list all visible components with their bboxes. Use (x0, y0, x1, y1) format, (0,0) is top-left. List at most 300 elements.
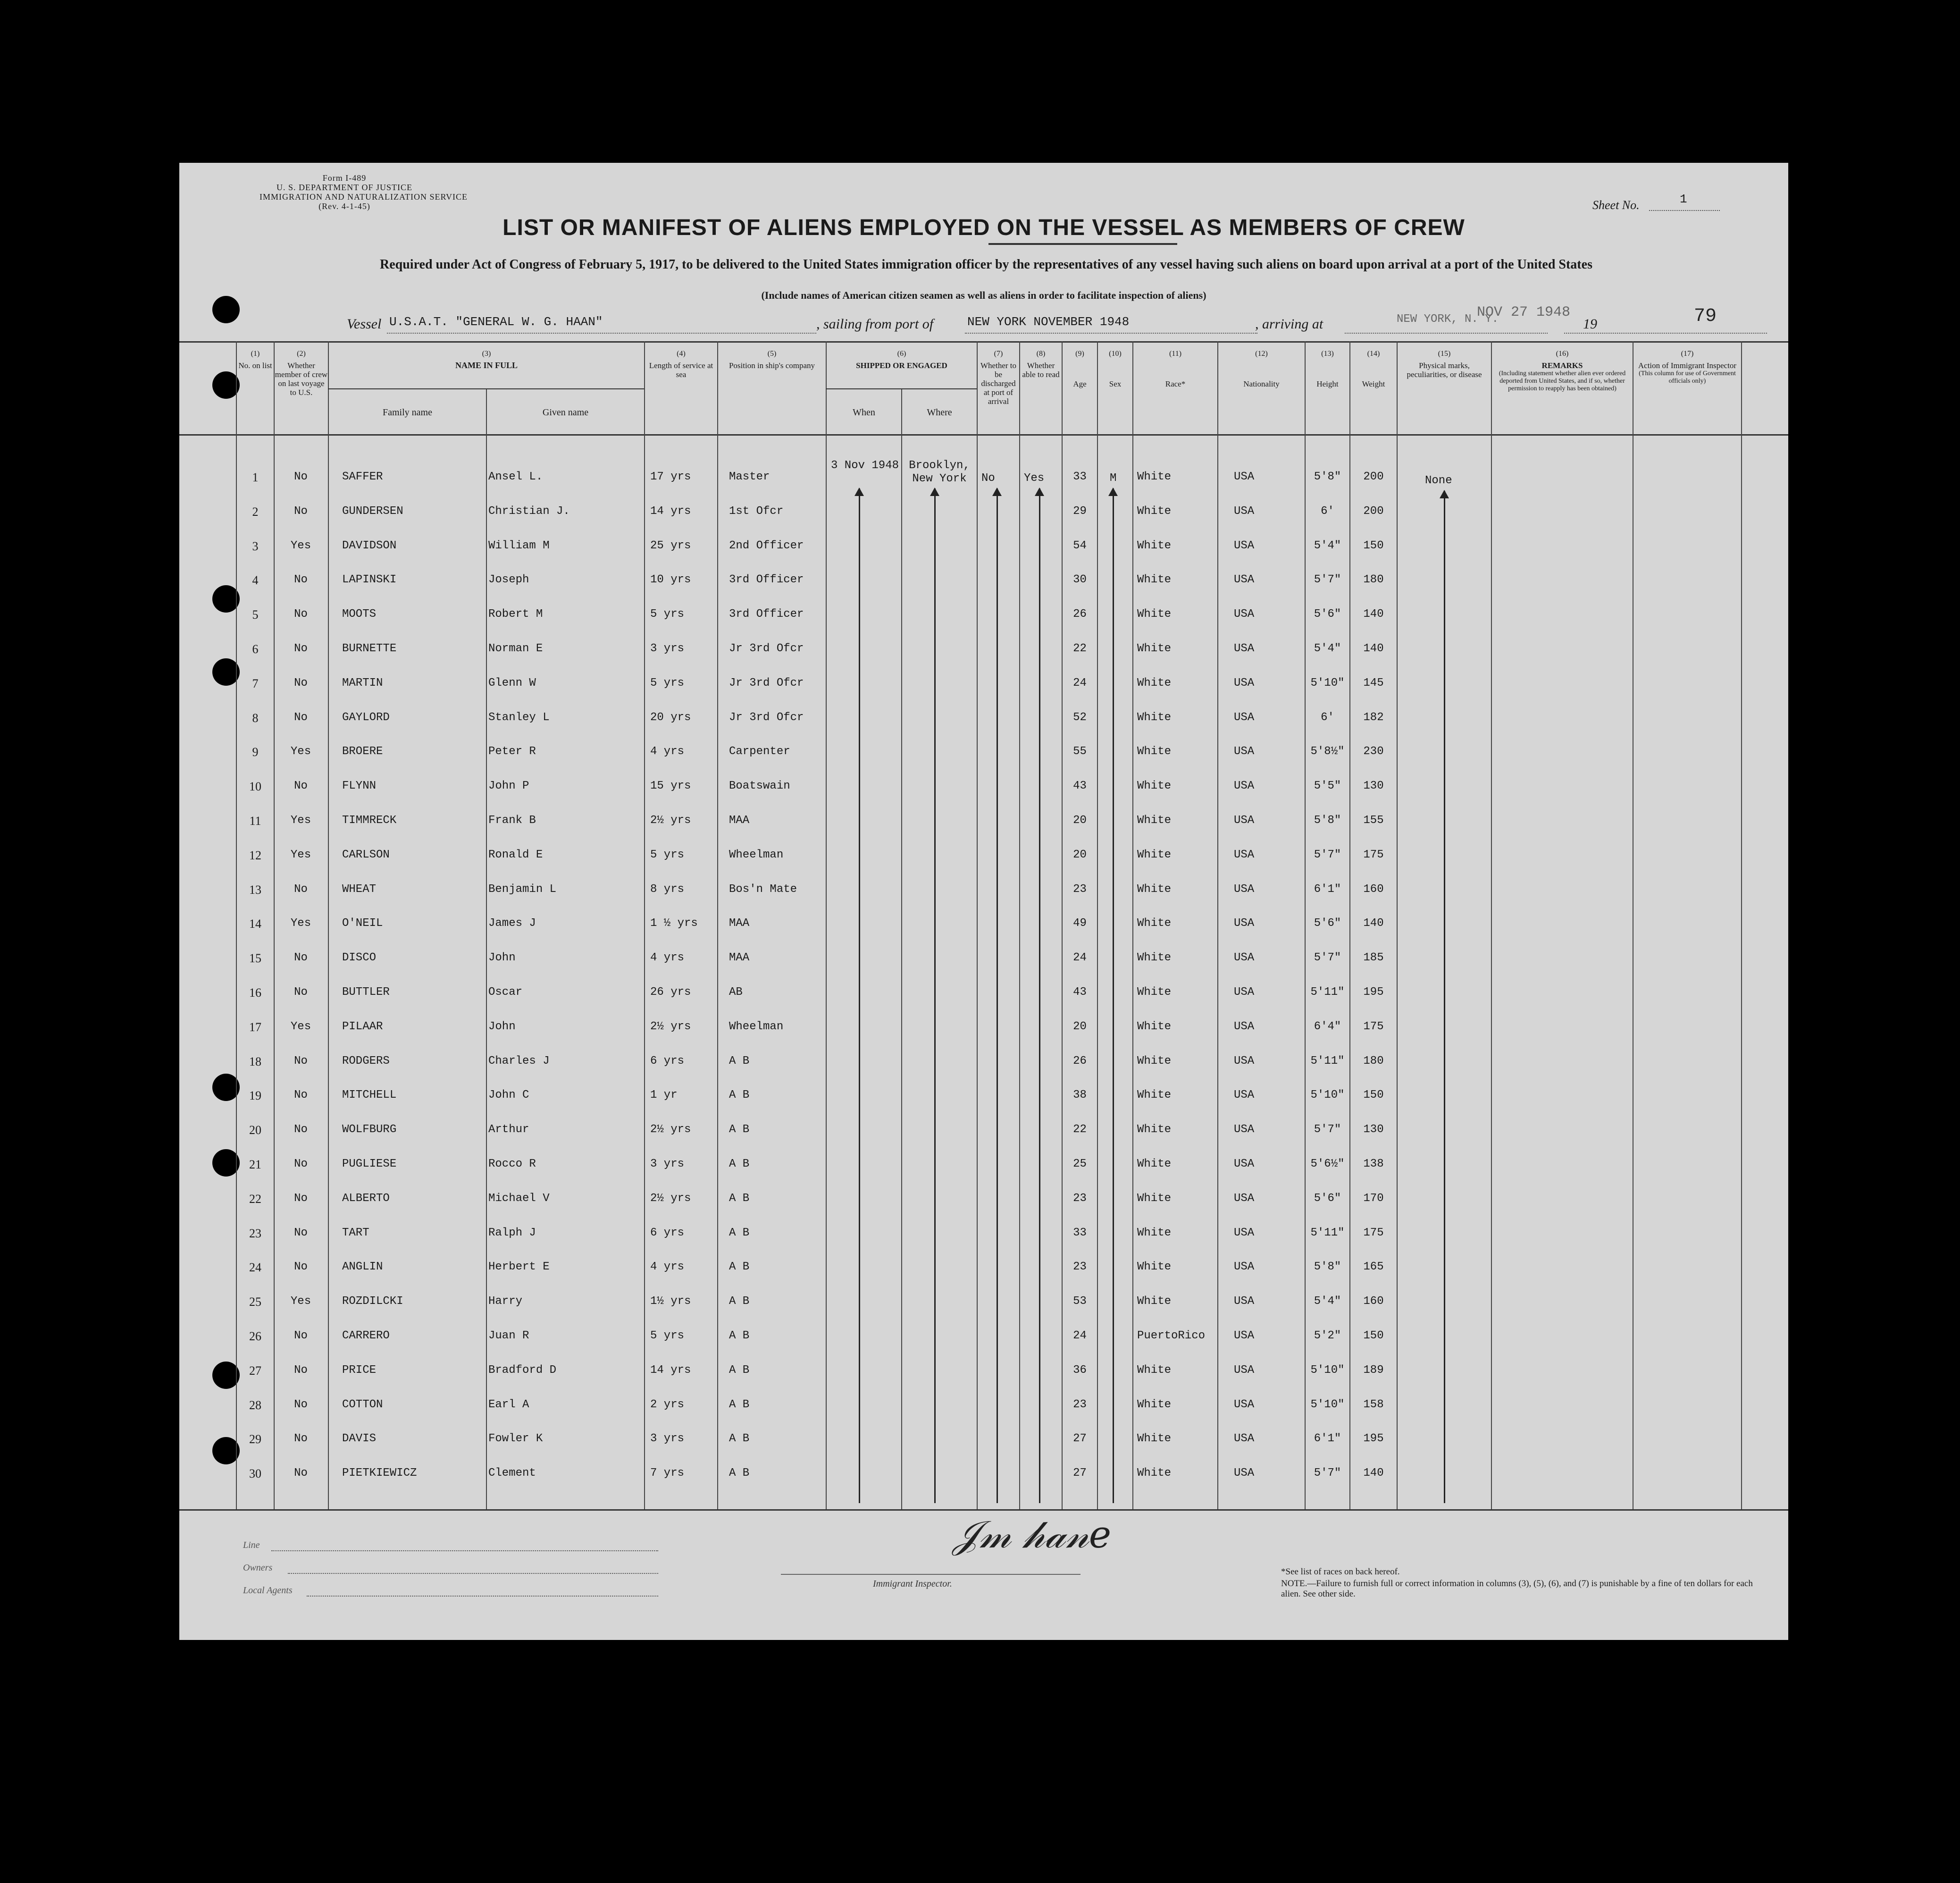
race: White (1137, 951, 1172, 965)
race: White (1137, 848, 1172, 861)
row-number: 21 (249, 1158, 261, 1171)
given-name: Ralph J (488, 1226, 536, 1239)
age: 29 (1073, 504, 1087, 518)
race: White (1137, 1261, 1172, 1274)
sailing-port: NEW YORK NOVEMBER 1948 (967, 315, 1130, 329)
height: 5'8" (1314, 1261, 1341, 1274)
given-name: Earl A (488, 1398, 529, 1411)
last-voyage: Yes (290, 1295, 311, 1308)
able-to-read-value: Yes (1024, 472, 1045, 485)
header-race: (11) Race* (1165, 350, 1186, 388)
last-voyage: Yes (290, 745, 311, 758)
row-number: 3 (252, 539, 259, 553)
given-name: Fowler K (488, 1432, 543, 1446)
row-number: 20 (249, 1123, 261, 1137)
vessel-label: Vessel (347, 316, 382, 332)
race-note: *See list of races on back hereof. (1281, 1567, 1400, 1577)
row-number: 26 (249, 1329, 261, 1343)
given-name: Joseph (488, 573, 529, 587)
header-sex: (10) Sex (1109, 350, 1122, 388)
family-name: ANGLIN (342, 1261, 383, 1274)
race: White (1137, 608, 1172, 621)
last-voyage: Yes (290, 1020, 311, 1033)
row-number: 18 (249, 1054, 261, 1068)
last-voyage: No (294, 1467, 308, 1480)
weight: 185 (1363, 951, 1384, 965)
position: A B (729, 1192, 750, 1205)
race: White (1137, 917, 1172, 930)
subtitle: Required under Act of Congress of February 5, 1917, to be delivered to the United States immigration officer by the representatives of any vessel having such aliens on board upon arrival at a port of the United States (380, 257, 1592, 272)
given-name: John C (488, 1089, 529, 1102)
length-of-service: 6 yrs (650, 1054, 685, 1068)
row-number: 27 (249, 1363, 261, 1378)
given-name: John P (488, 780, 529, 793)
family-name: TIMMRECK (342, 814, 397, 827)
position: A B (729, 1261, 750, 1274)
length-of-service: 5 yrs (650, 608, 685, 621)
weight: 160 (1363, 1295, 1384, 1308)
weight: 175 (1363, 1020, 1384, 1033)
weight: 230 (1363, 745, 1384, 758)
length-of-service: 6 yrs (650, 1226, 685, 1239)
given-name: Robert M (488, 608, 543, 621)
family-name: BUTTLER (342, 986, 390, 999)
nationality: USA (1234, 642, 1255, 655)
family-name: GUNDERSEN (342, 504, 403, 518)
age: 26 (1073, 1054, 1087, 1068)
given-name: Juan R (488, 1329, 529, 1342)
age: 24 (1073, 951, 1087, 965)
length-of-service: 8 yrs (650, 883, 685, 896)
length-of-service: 20 yrs (650, 711, 691, 724)
last-voyage: No (294, 1226, 308, 1239)
row-number: 8 (252, 711, 259, 725)
family-name: ROZDILCKI (342, 1295, 403, 1308)
position: 2nd Officer (729, 539, 804, 552)
family-name: PILAAR (342, 1020, 383, 1033)
family-name: MARTIN (342, 676, 383, 689)
family-name: COTTON (342, 1398, 383, 1411)
row-number: 13 (249, 883, 261, 897)
nationality: USA (1234, 1363, 1255, 1377)
age: 43 (1073, 780, 1087, 793)
given-name: Arthur (488, 1123, 529, 1136)
service: IMMIGRATION AND NATURALIZATION SERVICE (260, 192, 468, 202)
position: Wheelman (729, 1020, 784, 1033)
age: 20 (1073, 814, 1087, 827)
race: White (1137, 1054, 1172, 1068)
row-number: 17 (249, 1020, 261, 1034)
header-age: (9) Age (1073, 350, 1087, 388)
height: 6'1" (1314, 1432, 1341, 1446)
given-name: Oscar (488, 986, 523, 999)
race: White (1137, 986, 1172, 999)
height: 5'8" (1314, 471, 1341, 483)
last-voyage: Yes (290, 814, 311, 827)
given-name: Christian J. (488, 504, 570, 518)
header-nationality: (12) Nationality (1243, 350, 1280, 388)
last-voyage: No (294, 1089, 308, 1102)
length-of-service: 3 yrs (650, 1158, 685, 1170)
race: White (1137, 676, 1172, 689)
position: Carpenter (729, 745, 790, 758)
row-number: 1 (252, 471, 259, 484)
race: White (1137, 642, 1172, 655)
nationality: USA (1234, 1329, 1255, 1342)
family-name: TART (342, 1226, 369, 1239)
given-name: Glenn W (488, 676, 536, 689)
position: A B (729, 1089, 750, 1102)
race: White (1137, 1398, 1172, 1411)
subtitle-note: (Include names of American citizen seamen as well as aliens in order to facilitate inspection of aliens) (761, 289, 1206, 301)
age: 52 (1073, 711, 1087, 724)
height: 5'4" (1314, 1295, 1341, 1308)
position: Jr 3rd Ofcr (729, 676, 804, 689)
height: 5'4" (1314, 642, 1341, 655)
nationality: USA (1234, 1089, 1255, 1102)
sheet-label: Sheet No. (1592, 198, 1640, 212)
race: White (1137, 780, 1172, 793)
family-name: CARLSON (342, 848, 390, 861)
age: 25 (1073, 1158, 1087, 1170)
row-number: 4 (252, 573, 259, 588)
given-name: Rocco R (488, 1158, 536, 1170)
position: Wheelman (729, 848, 784, 861)
race: White (1137, 1467, 1172, 1480)
length-of-service: 5 yrs (650, 676, 685, 689)
weight: 158 (1363, 1398, 1384, 1411)
nationality: USA (1234, 1432, 1255, 1446)
height: 5'7" (1314, 573, 1341, 587)
length-of-service: 2½ yrs (650, 814, 691, 827)
weight: 140 (1363, 917, 1384, 930)
header-able-to-read: (8) Whether able to read (1022, 350, 1060, 379)
height: 5'6" (1314, 1192, 1341, 1205)
row-number: 25 (249, 1295, 261, 1309)
length-of-service: 17 yrs (650, 471, 691, 483)
arrival-date-stamp: NOV 27 1948 (1477, 304, 1571, 320)
length-of-service: 26 yrs (650, 986, 691, 999)
nationality: USA (1234, 504, 1255, 518)
height: 5'7" (1314, 1123, 1341, 1136)
length-of-service: 2 yrs (650, 1398, 685, 1411)
nationality: USA (1234, 1123, 1255, 1136)
position: A B (729, 1398, 750, 1411)
position: A B (729, 1329, 750, 1342)
position: A B (729, 1432, 750, 1446)
height: 5'8" (1314, 814, 1341, 827)
age: 20 (1073, 848, 1087, 861)
weight: 130 (1363, 1123, 1384, 1136)
age: 23 (1073, 883, 1087, 896)
last-voyage: No (294, 676, 308, 689)
nationality: USA (1234, 1192, 1255, 1205)
race: White (1137, 1226, 1172, 1239)
weight: 150 (1363, 539, 1384, 552)
sheet-number: 1 (1680, 192, 1687, 206)
length-of-service: 1 yr (650, 1089, 678, 1102)
manifest-sheet (179, 163, 1788, 1640)
position: Jr 3rd Ofcr (729, 642, 804, 655)
position: AB (729, 986, 743, 999)
age: 23 (1073, 1192, 1087, 1205)
row-number: 11 (249, 814, 261, 828)
nationality: USA (1234, 883, 1255, 896)
header-name-in-full: (3) NAME IN FULL (455, 350, 518, 370)
age: 55 (1073, 745, 1087, 758)
length-of-service: 1 ½ yrs (650, 917, 698, 930)
age: 27 (1073, 1467, 1087, 1480)
given-name: Ronald E (488, 848, 543, 861)
family-name: O'NEIL (342, 917, 383, 930)
height: 6'4" (1314, 1020, 1341, 1033)
penalty-note: NOTE.—Failure to furnish full or correct information in columns (3), (5), (6), and (7) is punishable by a fine of ten dollars for each alien. See other side. (1281, 1579, 1753, 1599)
row-number: 7 (252, 676, 259, 690)
inspector-label: Immigrant Inspector. (873, 1579, 952, 1589)
race: White (1137, 504, 1172, 518)
nationality: USA (1234, 1226, 1255, 1239)
position: MAA (729, 951, 750, 965)
given-name: William M (488, 539, 550, 552)
age: 33 (1073, 471, 1087, 483)
family-name: ALBERTO (342, 1192, 390, 1205)
weight: 170 (1363, 1192, 1384, 1205)
year-prefix: 19 (1583, 316, 1597, 332)
weight: 175 (1363, 1226, 1384, 1239)
age: 38 (1073, 1089, 1087, 1102)
last-voyage: No (294, 573, 308, 587)
given-name: John (488, 1020, 516, 1033)
weight: 140 (1363, 642, 1384, 655)
given-name: Harry (488, 1295, 523, 1308)
last-voyage: No (294, 1398, 308, 1411)
ditto-arrow (859, 488, 860, 1503)
age: 24 (1073, 676, 1087, 689)
weight: 165 (1363, 1261, 1384, 1274)
height: 5'8½" (1310, 745, 1345, 758)
nationality: USA (1234, 917, 1255, 930)
age: 26 (1073, 608, 1087, 621)
race: PuertoRico (1137, 1329, 1206, 1342)
height: 5'6" (1314, 608, 1341, 621)
last-voyage: No (294, 642, 308, 655)
position: Master (729, 471, 770, 483)
nationality: USA (1234, 539, 1255, 552)
weight: 140 (1363, 608, 1384, 621)
ditto-arrow (997, 488, 998, 1503)
header-height: (13) Height (1316, 350, 1339, 388)
family-name: MITCHELL (342, 1089, 397, 1102)
race: White (1137, 1192, 1172, 1205)
family-name: LAPINSKI (342, 573, 397, 587)
height: 5'5" (1314, 780, 1341, 793)
nationality: USA (1234, 780, 1255, 793)
header-no-on-list: (1) No. on list (238, 350, 272, 370)
age: 24 (1073, 1329, 1087, 1342)
length-of-service: 3 yrs (650, 642, 685, 655)
given-name: Frank B (488, 814, 536, 827)
header-discharged: (7) Whether to be discharged at port of arrival (980, 350, 1016, 406)
nationality: USA (1234, 573, 1255, 587)
row-number: 2 (252, 504, 259, 519)
last-voyage: Yes (290, 917, 311, 930)
last-voyage: No (294, 608, 308, 621)
weight: 155 (1363, 814, 1384, 827)
position: A B (729, 1295, 750, 1308)
height: 5'10" (1310, 1089, 1345, 1102)
last-voyage: No (294, 711, 308, 724)
height: 5'7" (1314, 1467, 1341, 1480)
page-number-stamp: 79 (1694, 306, 1717, 327)
height: 6' (1321, 711, 1334, 724)
length-of-service: 4 yrs (650, 1261, 685, 1274)
family-name: PRICE (342, 1363, 377, 1377)
sex-value: M (1110, 472, 1117, 485)
given-name: Ansel L. (488, 471, 543, 483)
nationality: USA (1234, 848, 1255, 861)
row-number: 29 (249, 1432, 261, 1446)
header-length-of-service: (4) Length of service at sea (649, 350, 713, 379)
row-number: 23 (249, 1226, 261, 1240)
nationality: USA (1234, 1158, 1255, 1170)
height: 5'7" (1314, 951, 1341, 965)
length-of-service: 5 yrs (650, 848, 685, 861)
height: 5'11" (1310, 1226, 1345, 1239)
family-name: MOOTS (342, 608, 377, 621)
age: 23 (1073, 1398, 1087, 1411)
race: White (1137, 1123, 1172, 1136)
nationality: USA (1234, 1261, 1255, 1274)
position: MAA (729, 917, 750, 930)
length-of-service: 3 yrs (650, 1432, 685, 1446)
nationality: USA (1234, 1295, 1255, 1308)
weight: 180 (1363, 1054, 1384, 1068)
ditto-arrow (934, 488, 936, 1503)
arrival-port-stamp: NEW YORK, N. Y. (1397, 313, 1499, 326)
last-voyage: No (294, 504, 308, 518)
shipped-where: Brooklyn, New York (909, 459, 970, 485)
height: 5'6½" (1310, 1158, 1345, 1170)
family-name: BURNETTE (342, 642, 397, 655)
race: White (1137, 711, 1172, 724)
inspector-signature: 𝒥𝓂 𝒽𝒶𝓃𝑒 (953, 1513, 1112, 1556)
nationality: USA (1234, 1054, 1255, 1068)
row-number: 15 (249, 951, 261, 966)
header-family-name: Family name (383, 407, 432, 418)
given-name: Norman E (488, 642, 543, 655)
header-when: When (853, 407, 875, 418)
position: A B (729, 1158, 750, 1170)
arriving-label: , arriving at (1255, 316, 1323, 332)
last-voyage: No (294, 1158, 308, 1170)
family-name: GAYLORD (342, 711, 390, 724)
age: 20 (1073, 1020, 1087, 1033)
last-voyage: No (294, 1261, 308, 1274)
given-name: James J (488, 917, 536, 930)
position: Bos'n Mate (729, 883, 797, 896)
weight: 130 (1363, 780, 1384, 793)
given-name: Benjamin L (488, 883, 557, 896)
header-given-name: Given name (542, 407, 589, 418)
vessel-name: U.S.A.T. "GENERAL W. G. HAAN" (389, 315, 603, 329)
header-weight: (14) Weight (1362, 350, 1385, 388)
header-where: Where (927, 407, 952, 418)
age: 54 (1073, 539, 1087, 552)
length-of-service: 25 yrs (650, 539, 691, 552)
header-remarks: (16) REMARKS (Including statement whether alien ever ordered deported from United States, and if so, whether permission to reapply has been obtained) (1499, 350, 1626, 392)
nationality: USA (1234, 1020, 1255, 1033)
length-of-service: 14 yrs (650, 1363, 691, 1377)
position: A B (729, 1467, 750, 1480)
form-identification (260, 173, 468, 211)
weight: 140 (1363, 1467, 1384, 1480)
sailing-label: , sailing from port of (816, 316, 934, 332)
position: 3rd Officer (729, 608, 804, 621)
race: White (1137, 1363, 1172, 1377)
age: 30 (1073, 573, 1087, 587)
age: 23 (1073, 1261, 1087, 1274)
length-of-service: 10 yrs (650, 573, 691, 587)
revision: (Rev. 4-1-45) (318, 202, 370, 211)
ditto-arrow (1039, 488, 1040, 1503)
height: 6' (1321, 504, 1334, 518)
last-voyage: No (294, 471, 308, 483)
nationality: USA (1234, 711, 1255, 724)
age: 22 (1073, 642, 1087, 655)
given-name: Herbert E (488, 1261, 550, 1274)
position: 1st Ofcr (729, 504, 784, 518)
position: A B (729, 1363, 750, 1377)
header-shipped-or-engaged: (6) SHIPPED OR ENGAGED (856, 350, 947, 370)
weight: 175 (1363, 848, 1384, 861)
height: 5'11" (1310, 986, 1345, 999)
family-name: DAVIS (342, 1432, 377, 1446)
height: 5'4" (1314, 539, 1341, 552)
nationality: USA (1234, 608, 1255, 621)
age: 33 (1073, 1226, 1087, 1239)
nationality: USA (1234, 745, 1255, 758)
given-name: Bradford D (488, 1363, 557, 1377)
department: U. S. DEPARTMENT OF JUSTICE (276, 183, 412, 192)
row-number: 10 (249, 780, 261, 794)
last-voyage: No (294, 1192, 308, 1205)
age: 49 (1073, 917, 1087, 930)
given-name: Clement (488, 1467, 536, 1480)
weight: 180 (1363, 573, 1384, 587)
row-number: 9 (252, 745, 259, 759)
last-voyage: No (294, 951, 308, 965)
height: 5'7" (1314, 848, 1341, 861)
last-voyage: No (294, 1432, 308, 1446)
header-inspector-action: (17) Action of Immigrant Inspector (This column for use of Government officials only) (1638, 350, 1737, 385)
race: White (1137, 1295, 1172, 1308)
ditto-arrow (1444, 491, 1445, 1503)
position: A B (729, 1054, 750, 1068)
family-name: PIETKIEWICZ (342, 1467, 417, 1480)
header-position: (5) Position in ship's company (729, 350, 815, 370)
row-number: 28 (249, 1398, 261, 1412)
last-voyage: No (294, 780, 308, 793)
last-voyage: No (294, 986, 308, 999)
row-number: 19 (249, 1089, 261, 1103)
race: White (1137, 1089, 1172, 1102)
weight: 138 (1363, 1158, 1384, 1170)
position: 3rd Officer (729, 573, 804, 587)
height: 5'10" (1310, 1363, 1345, 1377)
weight: 150 (1363, 1329, 1384, 1342)
weight: 182 (1363, 711, 1384, 724)
length-of-service: 4 yrs (650, 951, 685, 965)
